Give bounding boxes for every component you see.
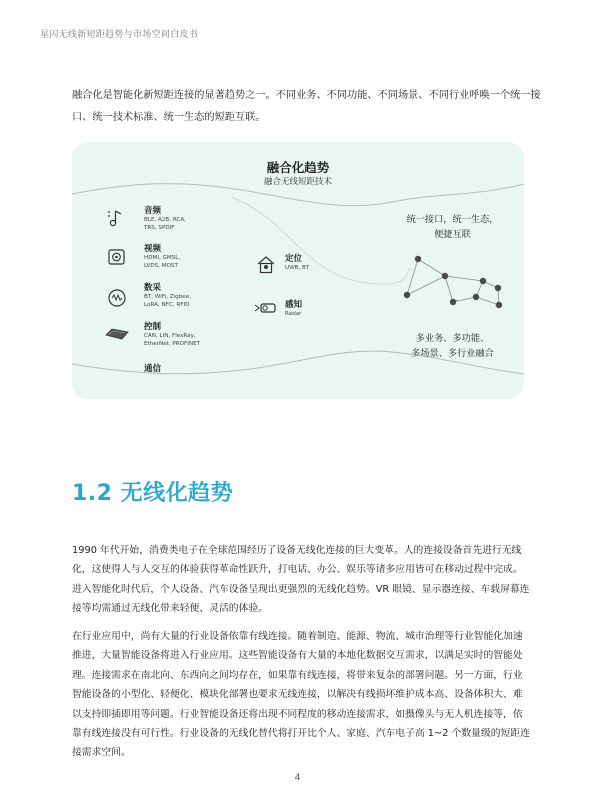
- group-title-video: 视频: [144, 244, 162, 254]
- unified-interface-text: 统一接口，统一生态， 便捷互联: [406, 214, 499, 240]
- camera-sensor-icon: [254, 300, 278, 316]
- diagram-title: 融合化趋势: [266, 160, 330, 175]
- network-node: [404, 292, 410, 298]
- network-node: [480, 278, 486, 284]
- group-items-audio: BLE, A2B, RCA, TRS, SPDIF: [144, 217, 186, 232]
- group-title-control: 控制: [144, 322, 162, 332]
- sensor-icon: [106, 288, 128, 308]
- home-location-icon: [256, 255, 276, 275]
- intro-paragraph: 融合化是智能化新短距连接的显著趋势之一。不同业务、不同功能、不同场景、不同行业呼唤一个统一接口、统一技术标准、统一生态的短距互联。: [72, 90, 541, 123]
- group-title-communication: 通信: [144, 364, 162, 374]
- group-items-data: BT, WiFi, Zigbee, LoRA, NFC, RFID: [144, 294, 191, 309]
- network-node: [473, 294, 479, 300]
- group-items-sensing: Radar: [285, 311, 302, 317]
- diagram-subtitle: 融合无线短距技术: [263, 177, 332, 187]
- body-paragraph: 在行业应用中，尚有大量的行业设备依靠有线连接。随着制造、能源、物流、城市治理等行业智能化加速推进，大量智能设备将进入行业应用。这些智能设备有大量的本地化数据交互需求，以满足实时的智能处理。连接需求在南北向、东西向之间均存在，如果靠有线连接，将带来复杂的部署问题。另一方面，行业智能设备的小型化、轻便化、模块化部署也要求无线连接，以解决有线损坏维护成本高、设备体积大、难以支持即插即用等问题。行业智能设备还将出现不同程度的移动连接需求，如摄像头与无人机连接等，依靠有线连接没有可行性。行业设备的无线化替代将打开比个人、家庭、汽车电子高 1~2 个数量级的短距连接需求空间。: [72, 631, 530, 759]
- network-nodes: [404, 256, 502, 308]
- network-node: [450, 299, 456, 305]
- group-title-data: 数采: [144, 283, 162, 293]
- convergence-diagram: [72, 142, 524, 399]
- body-paragraph: 1990 年代开始，消费类电子在全球范围经历了设备无线化连接的巨大变革。人的连接设备首先进行无线化，这使得人与人交互的体验获得革命性跃升，打电话、办公、娱乐等诸多应用皆可在移动过程中完成。进入智能化时代后，个人设备、汽车设备呈现出更强烈的无线化趋势。VR 眼镜、显示器连接、车载屏幕连接等均需通过无线化带来轻便、灵活的体验。: [72, 545, 530, 615]
- network-node: [496, 302, 502, 308]
- music-note-icon: [106, 208, 128, 228]
- controller-icon: [104, 326, 130, 342]
- section-title: 1.2 无线化趋势: [72, 481, 234, 506]
- network-node: [495, 285, 501, 291]
- group-items-control: CAN, LIN, FlexRay, EtherNet, PROFINET: [144, 333, 201, 348]
- group-items-video: HDMI, GMSL, LVDS, MOST: [144, 255, 181, 270]
- running-header: 星闪无线新短距趋势与市场空间白皮书: [40, 30, 199, 40]
- convergence-text: 多业务、多功能、 多场景、多行业融合: [411, 333, 494, 359]
- group-items-positioning: UWB, BT: [285, 265, 310, 271]
- speaker-icon: [106, 247, 128, 267]
- network-node: [442, 273, 448, 279]
- group-title-sensing: 感知: [285, 300, 303, 310]
- group-title-audio: 音频: [144, 206, 162, 216]
- network-node: [415, 256, 421, 262]
- page-number: 4: [294, 773, 301, 783]
- group-title-positioning: 定位: [285, 254, 303, 264]
